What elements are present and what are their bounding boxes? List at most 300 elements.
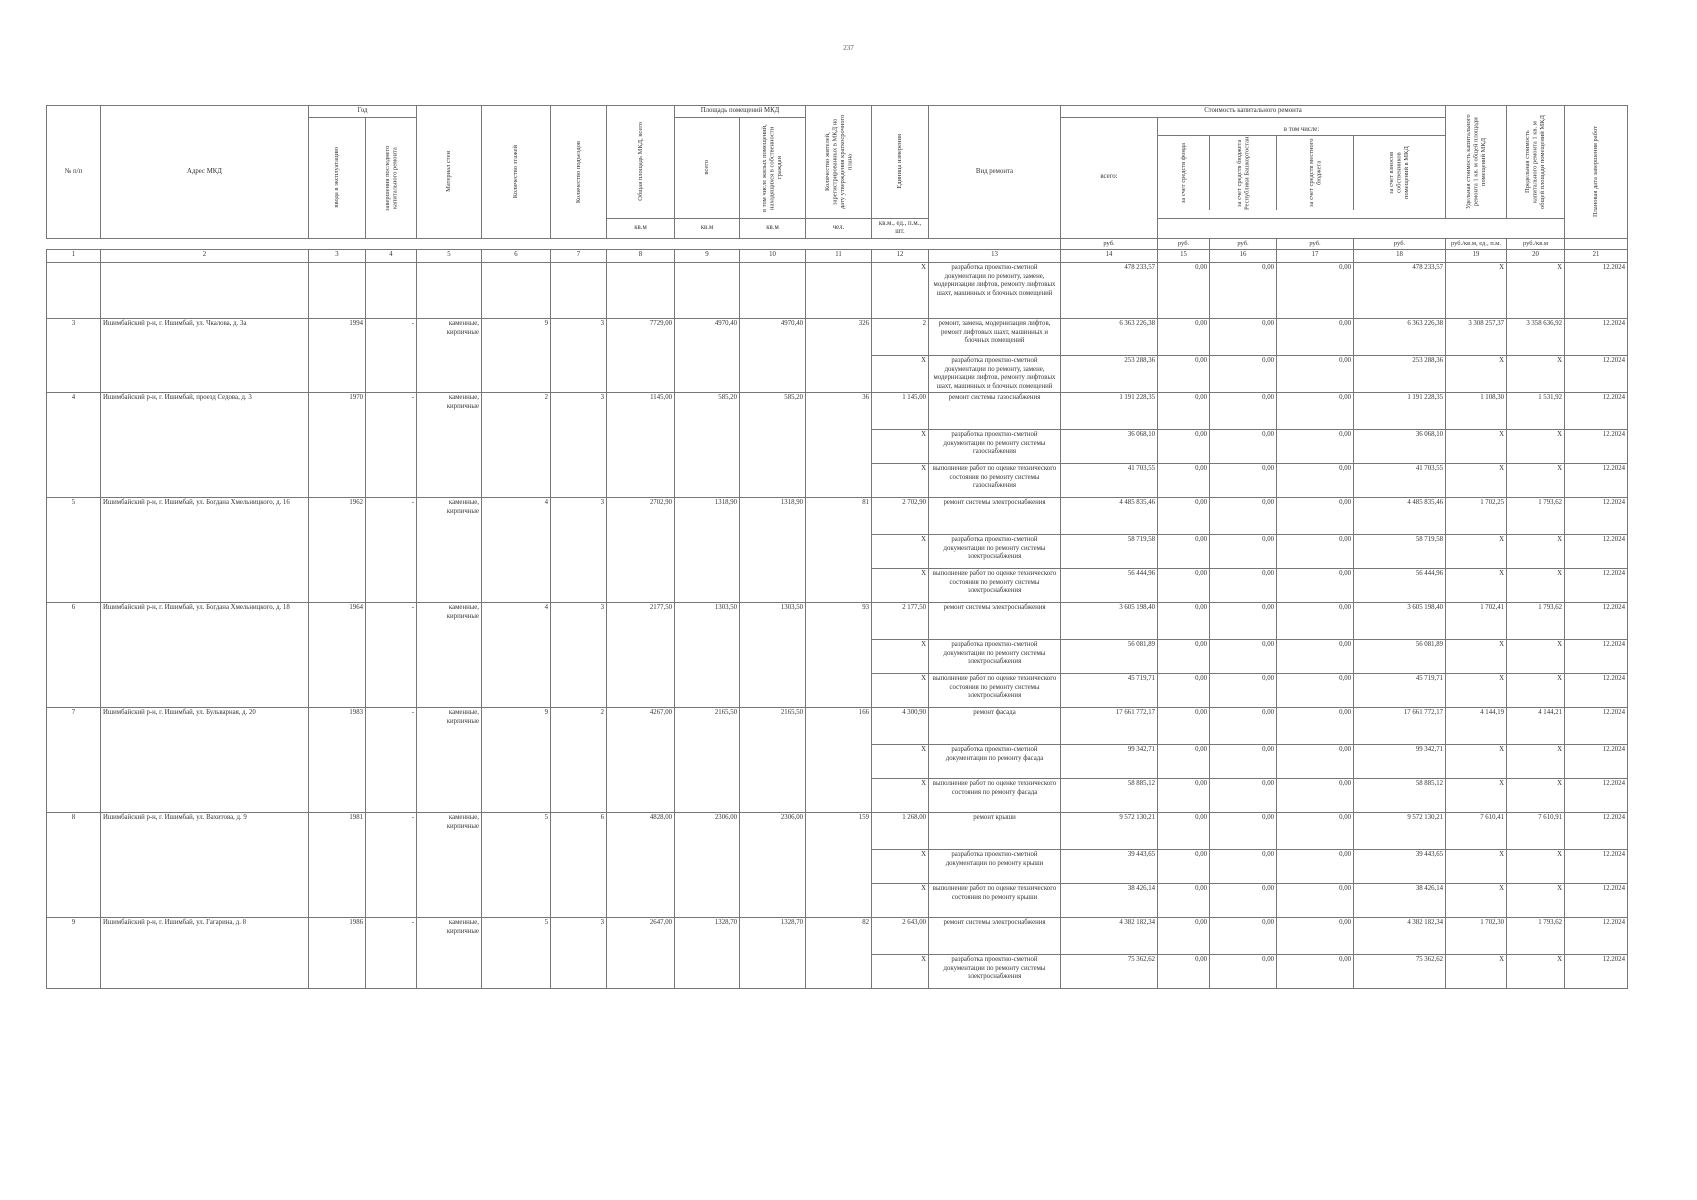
- work-type: выполнение работ по оценке технического состояния по ремонту системы газоснабжения: [929, 464, 1061, 498]
- work-rb: 0,00: [1210, 674, 1277, 708]
- building-area: 2177,50: [607, 603, 675, 708]
- work-date: 12.2024: [1565, 319, 1628, 356]
- building-entrances: 3: [551, 319, 607, 393]
- work-local: 0,00: [1277, 464, 1354, 498]
- work-unit-cost: X: [1446, 640, 1507, 674]
- work-fund: 0,00: [1158, 319, 1210, 356]
- work-fund: 0,00: [1158, 464, 1210, 498]
- table-row: [47, 393, 1628, 430]
- header-year-built: ввода в эксплуатацию: [309, 117, 366, 238]
- building-year: 1994: [309, 319, 366, 393]
- building-no: 6: [47, 603, 101, 708]
- header-year-group: Год: [309, 106, 417, 118]
- work-limit-cost: 3 358 636,92: [1507, 319, 1565, 356]
- work-local: 0,00: [1277, 569, 1354, 603]
- work-date: 12.2024: [1565, 263, 1628, 319]
- work-date: 12.2024: [1565, 535, 1628, 569]
- column-index: 5: [417, 250, 482, 263]
- building-address: Ишимбайский р-н, г. Ишимбай, ул. Чкалова, д. 3а: [101, 319, 309, 393]
- building-address: Ишимбайский р-н, г. Ишимбай, ул. Богдана Хмельницкого, д. 18: [101, 603, 309, 708]
- work-total: 56 444,96: [1061, 569, 1158, 603]
- work-unit: X: [872, 464, 929, 498]
- building-last-repair: -: [366, 918, 417, 989]
- building-year: 1964: [309, 603, 366, 708]
- building-last-repair: -: [366, 603, 417, 708]
- work-total: 36 068,10: [1061, 430, 1158, 464]
- unit-people: чел.: [806, 218, 872, 238]
- header-floors: Количество этажей: [482, 106, 551, 239]
- work-owners: 99 342,71: [1354, 745, 1446, 779]
- work-rb: 0,00: [1210, 779, 1277, 813]
- table-row: [47, 813, 1628, 850]
- work-unit: 4 300,90: [872, 708, 929, 745]
- building-address: Ишимбайский р-н, г. Ишимбай, ул. Бульварная, д. 20: [101, 708, 309, 813]
- work-unit-cost: X: [1446, 464, 1507, 498]
- header-cost-total: всего:: [1061, 117, 1158, 238]
- table-header: [47, 106, 1628, 250]
- work-total: 38 426,14: [1061, 884, 1158, 918]
- work-type: выполнение работ по оценке технического состояния по ремонту крыши: [929, 884, 1061, 918]
- building-premises: 4970,40: [675, 319, 740, 393]
- work-total: 4 485 835,46: [1061, 498, 1158, 535]
- work-unit: X: [872, 535, 929, 569]
- column-index: 3: [309, 250, 366, 263]
- building-last-repair: -: [366, 319, 417, 393]
- header-cost-rb: за счет средств бюджета Республики Башкортостан: [1210, 136, 1277, 210]
- work-date: 12.2024: [1565, 393, 1628, 430]
- header-residents: Количество жителей, зарегистрированных в МКД на дату утверждения краткосрочного плана: [806, 106, 872, 219]
- building-owned: 585,20: [740, 393, 806, 498]
- column-index: 19: [1446, 250, 1507, 263]
- building-last-repair: -: [366, 708, 417, 813]
- work-total: 6 363 226,38: [1061, 319, 1158, 356]
- work-type: разработка проектно-сметной документации по ремонту фасада: [929, 745, 1061, 779]
- unit-rub14: руб.: [1061, 238, 1158, 250]
- work-type: выполнение работ по оценке технического состояния по ремонту фасада: [929, 779, 1061, 813]
- building-material: каменные, кирпичные: [417, 918, 482, 989]
- header-year-last-repair: завершения последнего капитального ремонта: [366, 117, 417, 238]
- building-premises: 2306,00: [675, 813, 740, 918]
- work-limit-cost: X: [1507, 674, 1565, 708]
- work-total: 58 719,58: [1061, 535, 1158, 569]
- work-owners: 4 382 182,34: [1354, 918, 1446, 955]
- building-entrances: 3: [551, 918, 607, 989]
- work-unit-cost: 1 702,41: [1446, 603, 1507, 640]
- work-limit-cost: X: [1507, 745, 1565, 779]
- building-owned: 2165,50: [740, 708, 806, 813]
- work-local: 0,00: [1277, 603, 1354, 640]
- work-total: 41 703,55: [1061, 464, 1158, 498]
- work-limit-cost: X: [1507, 779, 1565, 813]
- work-owners: 75 362,62: [1354, 955, 1446, 989]
- work-local: 0,00: [1277, 884, 1354, 918]
- building-year: 1986: [309, 918, 366, 989]
- building-area: 7729,00: [607, 319, 675, 393]
- work-unit: 2 177,50: [872, 603, 929, 640]
- work-unit: X: [872, 430, 929, 464]
- work-rb: 0,00: [1210, 955, 1277, 989]
- work-total: 9 572 130,21: [1061, 813, 1158, 850]
- building-owned: [740, 263, 806, 319]
- building-residents: 159: [806, 813, 872, 918]
- header-material: Материал стен: [417, 106, 482, 239]
- column-index: 8: [607, 250, 675, 263]
- work-unit-cost: 1 702,25: [1446, 498, 1507, 535]
- unit-rub19: руб./кв.м, ед., п.м.: [1446, 238, 1507, 250]
- work-unit: 1 268,00: [872, 813, 929, 850]
- column-index: 15: [1158, 250, 1210, 263]
- work-fund: 0,00: [1158, 393, 1210, 430]
- work-unit: 1 145,00: [872, 393, 929, 430]
- work-type: разработка проектно-сметной документации по ремонту системы электроснабжения: [929, 640, 1061, 674]
- column-index-row: [47, 250, 1628, 263]
- work-total: 99 342,71: [1061, 745, 1158, 779]
- work-rb: 0,00: [1210, 603, 1277, 640]
- work-rb: 0,00: [1210, 640, 1277, 674]
- unit-filler: [47, 238, 1061, 250]
- work-fund: 0,00: [1158, 356, 1210, 393]
- building-no: 8: [47, 813, 101, 918]
- column-index: 14: [1061, 250, 1158, 263]
- building-floors: 4: [482, 603, 551, 708]
- building-material: каменные, кирпичные: [417, 603, 482, 708]
- work-local: 0,00: [1277, 779, 1354, 813]
- work-unit-cost: X: [1446, 779, 1507, 813]
- building-address: [101, 263, 309, 319]
- work-local: 0,00: [1277, 918, 1354, 955]
- work-unit: X: [872, 779, 929, 813]
- header-repair-type: Вид ремонта: [929, 106, 1061, 239]
- work-limit-cost: X: [1507, 430, 1565, 464]
- table-row: [47, 918, 1628, 955]
- column-index: 4: [366, 250, 417, 263]
- work-date: 12.2024: [1565, 918, 1628, 955]
- header-premises-owned: в том числе жилых помещений, находящихся в собственности граждан: [740, 117, 806, 218]
- work-unit: X: [872, 569, 929, 603]
- work-unit-cost: 4 144,19: [1446, 708, 1507, 745]
- unit-rub20: руб./кв.м: [1507, 238, 1565, 250]
- building-address: Ишимбайский р-н, г. Ишимбай, проезд Седова, д. 3: [101, 393, 309, 498]
- work-rb: 0,00: [1210, 813, 1277, 850]
- work-owners: 3 605 198,40: [1354, 603, 1446, 640]
- work-unit: 2 702,90: [872, 498, 929, 535]
- work-fund: 0,00: [1158, 640, 1210, 674]
- header-premises-group: Площадь помещений МКД: [675, 106, 806, 118]
- unit-area-owned: кв.м: [740, 218, 806, 238]
- work-rb: 0,00: [1210, 918, 1277, 955]
- work-fund: 0,00: [1158, 430, 1210, 464]
- building-entrances: [551, 263, 607, 319]
- header-plan-date: Плановая дата завершения работ: [1565, 106, 1628, 239]
- work-unit: X: [872, 674, 929, 708]
- building-area: 2647,00: [607, 918, 675, 989]
- building-floors: 5: [482, 918, 551, 989]
- work-rb: 0,00: [1210, 319, 1277, 356]
- work-fund: 0,00: [1158, 955, 1210, 989]
- building-area: [607, 263, 675, 319]
- work-owners: 9 572 130,21: [1354, 813, 1446, 850]
- work-limit-cost: X: [1507, 356, 1565, 393]
- header-limit-cost: Предельная стоимость капитального ремонта 1 кв. м общей площади помещений МКД: [1507, 106, 1565, 219]
- building-residents: 166: [806, 708, 872, 813]
- work-date: 12.2024: [1565, 955, 1628, 989]
- work-total: 3 605 198,40: [1061, 603, 1158, 640]
- work-date: 12.2024: [1565, 640, 1628, 674]
- work-unit: X: [872, 356, 929, 393]
- work-type: ремонт системы электроснабжения: [929, 603, 1061, 640]
- work-unit-cost: 3 308 257,37: [1446, 319, 1507, 356]
- work-limit-cost: 7 610,91: [1507, 813, 1565, 850]
- work-total: 4 382 182,34: [1061, 918, 1158, 955]
- building-year: 1983: [309, 708, 366, 813]
- header-cost-incl: в том числе:: [1158, 125, 1445, 137]
- building-year: 1981: [309, 813, 366, 918]
- work-total: 39 443,65: [1061, 850, 1158, 884]
- work-unit: X: [872, 955, 929, 989]
- column-index: 1: [47, 250, 101, 263]
- work-owners: 4 485 835,46: [1354, 498, 1446, 535]
- column-index: 21: [1565, 250, 1628, 263]
- building-area: 4828,00: [607, 813, 675, 918]
- building-address: Ишимбайский р-н, г. Ишимбай, ул. Богдана Хмельницкого, д. 16: [101, 498, 309, 603]
- building-entrances: 3: [551, 393, 607, 498]
- building-material: каменные, кирпичные: [417, 498, 482, 603]
- table-row: [47, 319, 1628, 356]
- work-unit: 2: [872, 319, 929, 356]
- work-total: 1 191 228,35: [1061, 393, 1158, 430]
- work-limit-cost: X: [1507, 535, 1565, 569]
- work-total: 75 362,62: [1061, 955, 1158, 989]
- work-fund: 0,00: [1158, 674, 1210, 708]
- work-total: 58 885,12: [1061, 779, 1158, 813]
- work-date: 12.2024: [1565, 569, 1628, 603]
- work-date: 12.2024: [1565, 356, 1628, 393]
- work-fund: 0,00: [1158, 813, 1210, 850]
- work-unit-cost: X: [1446, 850, 1507, 884]
- work-date: 12.2024: [1565, 745, 1628, 779]
- unit-rub16: руб.: [1210, 238, 1277, 250]
- building-address: Ишимбайский р-н, г. Ишимбай, ул. Вахитова, д. 9: [101, 813, 309, 918]
- work-unit-cost: X: [1446, 263, 1507, 319]
- work-owners: 45 719,71: [1354, 674, 1446, 708]
- column-index: 18: [1354, 250, 1446, 263]
- header-address: Адрес МКД: [101, 106, 309, 239]
- building-floors: 5: [482, 813, 551, 918]
- building-year: 1962: [309, 498, 366, 603]
- work-rb: 0,00: [1210, 708, 1277, 745]
- column-index: 16: [1210, 250, 1277, 263]
- header-entrances: Количество подъездов: [551, 106, 607, 239]
- work-unit: X: [872, 640, 929, 674]
- work-fund: 0,00: [1158, 745, 1210, 779]
- table-row: [47, 603, 1628, 640]
- column-index: 11: [806, 250, 872, 263]
- work-limit-cost: 1 531,92: [1507, 393, 1565, 430]
- work-fund: 0,00: [1158, 850, 1210, 884]
- work-date: 12.2024: [1565, 884, 1628, 918]
- work-fund: 0,00: [1158, 535, 1210, 569]
- building-entrances: 3: [551, 498, 607, 603]
- work-local: 0,00: [1277, 263, 1354, 319]
- building-entrances: 3: [551, 603, 607, 708]
- work-rb: 0,00: [1210, 430, 1277, 464]
- building-area: 1145,00: [607, 393, 675, 498]
- building-last-repair: -: [366, 393, 417, 498]
- building-no: 4: [47, 393, 101, 498]
- unit-area-prem: кв.м: [675, 218, 740, 238]
- work-owners: 6 363 226,38: [1354, 319, 1446, 356]
- unit-rub-row: [47, 238, 1628, 250]
- work-local: 0,00: [1277, 850, 1354, 884]
- building-no: 5: [47, 498, 101, 603]
- work-local: 0,00: [1277, 393, 1354, 430]
- building-owned: 4970,40: [740, 319, 806, 393]
- work-owners: 56 444,96: [1354, 569, 1446, 603]
- work-total: 56 081,89: [1061, 640, 1158, 674]
- work-limit-cost: X: [1507, 263, 1565, 319]
- work-rb: 0,00: [1210, 498, 1277, 535]
- work-type: разработка проектно-сметной документации по ремонту системы газоснабжения: [929, 430, 1061, 464]
- work-unit: X: [872, 884, 929, 918]
- building-premises: 2165,50: [675, 708, 740, 813]
- header-cost-owners: за счет взносов собственников помещений в МКД: [1388, 146, 1411, 200]
- work-fund: 0,00: [1158, 569, 1210, 603]
- building-year: 1970: [309, 393, 366, 498]
- work-type: ремонт системы электроснабжения: [929, 498, 1061, 535]
- work-type: разработка проектно-сметной документации по ремонту системы электроснабжения: [929, 955, 1061, 989]
- work-unit: X: [872, 263, 929, 319]
- header-cost-group: Стоимость капитального ремонта: [1061, 106, 1446, 118]
- building-owned: 2306,00: [740, 813, 806, 918]
- work-unit-cost: X: [1446, 569, 1507, 603]
- building-year: [309, 263, 366, 319]
- building-residents: [806, 263, 872, 319]
- header-premises-total: всего: [675, 117, 740, 218]
- work-rb: 0,00: [1210, 884, 1277, 918]
- work-rb: 0,00: [1210, 850, 1277, 884]
- work-local: 0,00: [1277, 674, 1354, 708]
- work-fund: 0,00: [1158, 498, 1210, 535]
- work-local: 0,00: [1277, 319, 1354, 356]
- work-date: 12.2024: [1565, 708, 1628, 745]
- work-unit-cost: 1 108,30: [1446, 393, 1507, 430]
- work-fund: 0,00: [1158, 884, 1210, 918]
- work-type: разработка проектно-сметной документации по ремонту, замене, модернизации лифтов, ремонту лифтовых шахт, машинных и блочных помещений: [929, 263, 1061, 319]
- building-last-repair: -: [366, 498, 417, 603]
- work-unit-cost: X: [1446, 955, 1507, 989]
- building-residents: 81: [806, 498, 872, 603]
- work-date: 12.2024: [1565, 498, 1628, 535]
- work-rb: 0,00: [1210, 393, 1277, 430]
- work-limit-cost: X: [1507, 464, 1565, 498]
- header-total-area: Общая площадь МКД, всего: [607, 106, 675, 219]
- building-address: Ишимбайский р-н, г. Ишимбай, ул. Гагарина, д. 8: [101, 918, 309, 989]
- unit-rub17: руб.: [1277, 238, 1354, 250]
- building-premises: 585,20: [675, 393, 740, 498]
- building-last-repair: [366, 263, 417, 319]
- work-local: 0,00: [1277, 955, 1354, 989]
- work-rb: 0,00: [1210, 464, 1277, 498]
- work-owners: 58 719,58: [1354, 535, 1446, 569]
- work-owners: 41 703,55: [1354, 464, 1446, 498]
- column-index: 10: [740, 250, 806, 263]
- unit-rub18: руб.: [1354, 238, 1446, 250]
- work-rb: 0,00: [1210, 745, 1277, 779]
- building-material: каменные, кирпичные: [417, 319, 482, 393]
- building-residents: 36: [806, 393, 872, 498]
- building-residents: 82: [806, 918, 872, 989]
- work-owners: 38 426,14: [1354, 884, 1446, 918]
- building-area: 4267,00: [607, 708, 675, 813]
- building-premises: 1328,70: [675, 918, 740, 989]
- work-date: 12.2024: [1565, 464, 1628, 498]
- column-index: 17: [1277, 250, 1354, 263]
- header-cost-sub: [1158, 136, 1445, 210]
- work-owners: 1 191 228,35: [1354, 393, 1446, 430]
- work-date: 12.2024: [1565, 813, 1628, 850]
- building-no: 7: [47, 708, 101, 813]
- work-date: 12.2024: [1565, 430, 1628, 464]
- column-index: 6: [482, 250, 551, 263]
- table-row: [47, 708, 1628, 745]
- building-residents: 93: [806, 603, 872, 708]
- building-no: [47, 263, 101, 319]
- work-date: 12.2024: [1565, 850, 1628, 884]
- work-type: ремонт, замена, модернизация лифтов, ремонт лифтовых шахт, машинных и блочных помещений: [929, 319, 1061, 356]
- unit-rub15: руб.: [1158, 238, 1210, 250]
- work-owners: 39 443,65: [1354, 850, 1446, 884]
- work-local: 0,00: [1277, 535, 1354, 569]
- work-unit-cost: X: [1446, 356, 1507, 393]
- work-unit-cost: 1 702,30: [1446, 918, 1507, 955]
- unit-filler-end: [1565, 238, 1628, 250]
- building-no: 3: [47, 319, 101, 393]
- work-local: 0,00: [1277, 640, 1354, 674]
- work-local: 0,00: [1277, 356, 1354, 393]
- building-premises: 1303,50: [675, 603, 740, 708]
- work-limit-cost: X: [1507, 884, 1565, 918]
- work-type: разработка проектно-сметной документации по ремонту системы электроснабжения: [929, 535, 1061, 569]
- building-premises: [675, 263, 740, 319]
- header-cost-local: за счет средств местного бюджета: [1277, 136, 1354, 210]
- work-total: 478 233,57: [1061, 263, 1158, 319]
- work-date: 12.2024: [1565, 779, 1628, 813]
- building-premises: 1318,90: [675, 498, 740, 603]
- work-limit-cost: X: [1507, 955, 1565, 989]
- work-owners: 17 661 772,17: [1354, 708, 1446, 745]
- work-fund: 0,00: [1158, 708, 1210, 745]
- work-type: разработка проектно-сметной документации по ремонту, замене, модернизации лифтов, ремонту лифтовых шахт, машинных и блочных помещений: [929, 356, 1061, 393]
- work-total: 45 719,71: [1061, 674, 1158, 708]
- work-rb: 0,00: [1210, 535, 1277, 569]
- work-unit-cost: X: [1446, 535, 1507, 569]
- column-index: 9: [675, 250, 740, 263]
- work-unit: X: [872, 745, 929, 779]
- header-cost-incl-wrap: [1158, 117, 1446, 218]
- work-type: выполнение работ по оценке технического состояния по ремонту системы электроснабжения: [929, 569, 1061, 603]
- building-last-repair: -: [366, 813, 417, 918]
- work-date: 12.2024: [1565, 603, 1628, 640]
- work-type: разработка проектно-сметной документации по ремонту крыши: [929, 850, 1061, 884]
- building-material: каменные, кирпичные: [417, 393, 482, 498]
- work-limit-cost: X: [1507, 569, 1565, 603]
- building-material: каменные, кирпичные: [417, 813, 482, 918]
- unit-measure: кв.м., ед., п.м., шт.: [872, 218, 929, 238]
- work-fund: 0,00: [1158, 918, 1210, 955]
- building-entrances: 2: [551, 708, 607, 813]
- page-number: 237: [843, 44, 854, 52]
- building-entrances: 6: [551, 813, 607, 918]
